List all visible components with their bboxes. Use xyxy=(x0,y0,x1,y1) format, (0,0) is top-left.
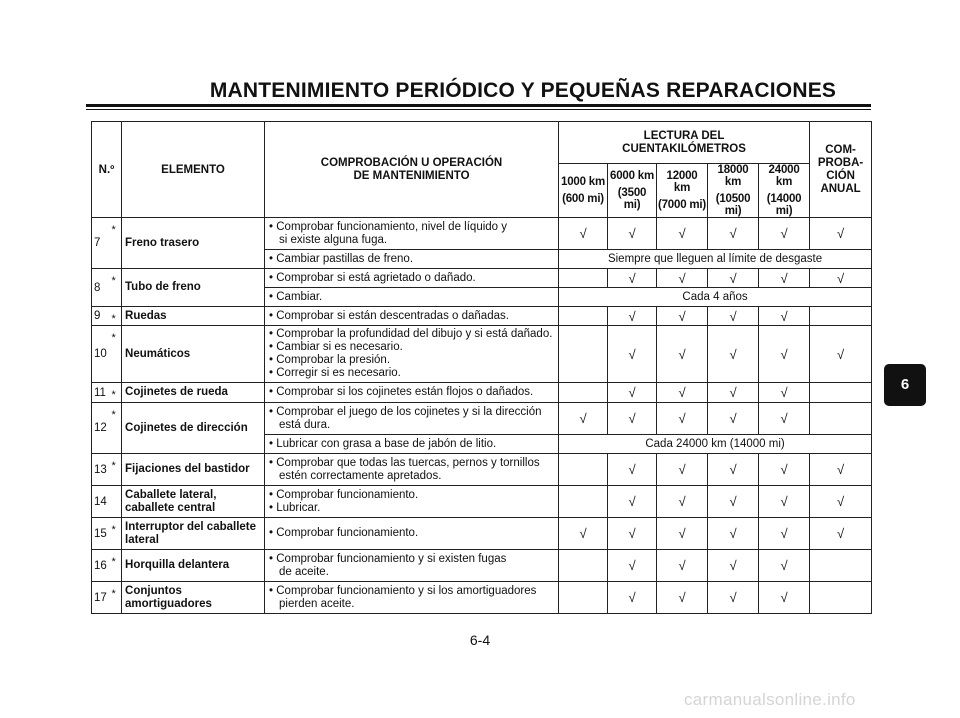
operation-line: pierden aceite. xyxy=(279,597,355,610)
operation-line: • Comprobar funcionamiento. xyxy=(269,488,419,501)
row-element-line: Neumáticos xyxy=(125,347,191,360)
table-row xyxy=(92,326,872,383)
row-operation xyxy=(265,454,559,486)
row-element-line: Fijaciones del bastidor xyxy=(125,463,250,475)
row-element xyxy=(122,518,265,550)
header-reading-line1: LECTURA DEL xyxy=(643,129,725,142)
row-star-marker: * xyxy=(112,454,122,486)
table-row xyxy=(92,582,872,614)
check-mark: √ xyxy=(678,346,686,362)
interval-check-cell xyxy=(657,383,708,403)
row-element-line: Interruptor del caballete xyxy=(125,520,257,533)
annual-check-cell xyxy=(810,326,872,383)
row-number: 12 xyxy=(92,403,112,454)
check-mark: √ xyxy=(678,462,686,477)
title-rule-thin xyxy=(86,109,871,110)
row-number: 10 xyxy=(92,326,112,383)
header-interval-1 xyxy=(608,164,657,218)
row-element-line: Conjuntos xyxy=(125,584,182,597)
check-mark: √ xyxy=(579,526,587,541)
row-element-line: Freno trasero xyxy=(125,236,200,249)
check-mark: √ xyxy=(729,385,737,400)
operation-line: • Cambiar. xyxy=(269,290,323,303)
check-mark: √ xyxy=(836,270,845,286)
interval-check-cell xyxy=(657,486,708,518)
row-element-line: Horquilla delantera xyxy=(125,559,230,571)
header-operation-line1: COMPROBACIÓN U OPERACIÓN xyxy=(320,156,503,169)
row-operation xyxy=(265,518,559,550)
title-rule-thick xyxy=(86,104,871,107)
header-interval-km: 24000 km xyxy=(768,164,800,188)
interval-check-cell xyxy=(708,383,759,403)
check-mark: √ xyxy=(628,270,636,286)
row-operation xyxy=(265,307,559,326)
annual-check-cell xyxy=(810,518,872,550)
header-operation xyxy=(265,122,559,218)
check-mark: √ xyxy=(729,270,737,286)
check-mark: √ xyxy=(780,494,788,509)
row-number: 17 xyxy=(92,582,112,614)
check-mark: √ xyxy=(628,526,636,541)
check-mark: √ xyxy=(628,308,636,324)
page-number: 6-4 xyxy=(469,632,491,648)
row-element xyxy=(122,403,265,454)
interval-check-cell xyxy=(608,486,657,518)
interval-check-cell xyxy=(559,383,608,403)
check-mark: √ xyxy=(836,526,845,541)
header-interval-mi: (14000 mi) xyxy=(766,193,802,217)
check-mark: √ xyxy=(628,462,636,477)
interval-check-cell xyxy=(708,550,759,582)
header-element: ELEMENTO xyxy=(122,122,265,218)
operation-line: • Comprobar funcionamiento. xyxy=(269,527,419,539)
header-annual-line1: COM- xyxy=(825,143,856,156)
operation-line: • Cambiar pastillas de freno. xyxy=(269,252,414,265)
annual-check-cell xyxy=(810,582,872,614)
interval-check-cell xyxy=(608,582,657,614)
interval-check-cell xyxy=(759,326,810,383)
table-body xyxy=(92,218,872,614)
check-mark: √ xyxy=(678,226,686,241)
interval-check-cell xyxy=(559,518,608,550)
check-mark: √ xyxy=(780,558,788,573)
check-mark: √ xyxy=(628,558,636,573)
chapter-tab-marker: 6 xyxy=(884,364,926,406)
interval-check-cell xyxy=(708,454,759,486)
interval-check-cell xyxy=(559,582,608,614)
row-operation xyxy=(265,326,559,383)
interval-check-cell xyxy=(759,307,810,326)
row-star-marker: * xyxy=(112,218,122,269)
interval-check-cell xyxy=(559,269,608,288)
table-row xyxy=(92,307,872,326)
operation-line: • Comprobar funcionamiento y si los amortiguadores xyxy=(269,584,537,597)
check-mark: √ xyxy=(678,411,686,426)
row-element xyxy=(122,486,265,518)
operation-line: • Comprobar el juego de los cojinetes y si la dirección xyxy=(269,405,542,418)
header-interval-3 xyxy=(708,164,759,218)
row-element xyxy=(122,218,265,269)
row-star-marker: * xyxy=(112,582,122,614)
row-star-marker: * xyxy=(112,307,122,326)
check-mark: √ xyxy=(836,494,845,509)
row-element-line: Cojinetes de rueda xyxy=(125,386,228,398)
interval-check-cell xyxy=(608,383,657,403)
row-operation xyxy=(265,403,559,435)
row-star-marker: * xyxy=(112,550,122,582)
header-num: N.º xyxy=(92,122,122,218)
table-row xyxy=(92,486,872,518)
row-element xyxy=(122,550,265,582)
interval-note: Siempre que lleguen al límite de desgaste xyxy=(559,250,872,269)
annual-check-cell xyxy=(810,403,872,435)
annual-check-cell xyxy=(810,454,872,486)
header-interval-km: 12000 km xyxy=(666,170,698,194)
header-annual-line4: ANUAL xyxy=(820,182,861,195)
check-mark: √ xyxy=(678,526,686,541)
interval-check-cell xyxy=(708,326,759,383)
row-operation xyxy=(265,218,559,250)
row-operation xyxy=(265,550,559,582)
annual-check-cell xyxy=(810,307,872,326)
check-mark: √ xyxy=(780,590,788,605)
header-annual xyxy=(810,122,872,218)
interval-check-cell xyxy=(759,454,810,486)
check-mark: √ xyxy=(678,590,686,605)
check-mark: √ xyxy=(780,462,788,477)
header-interval-mi: (7000 mi) xyxy=(657,199,707,211)
interval-check-cell xyxy=(657,326,708,383)
header-odometer xyxy=(559,122,810,164)
operation-line: está dura. xyxy=(279,418,331,431)
row-star-marker: * xyxy=(112,326,122,383)
check-mark: √ xyxy=(628,346,636,362)
row-number: 11 xyxy=(92,383,112,403)
interval-check-cell xyxy=(708,486,759,518)
interval-check-cell xyxy=(657,218,708,250)
interval-check-cell xyxy=(657,582,708,614)
annual-check-cell xyxy=(810,269,872,288)
check-mark: √ xyxy=(628,226,636,241)
row-star-marker: * xyxy=(112,403,122,454)
interval-check-cell xyxy=(657,307,708,326)
interval-check-cell xyxy=(559,403,608,435)
interval-check-cell xyxy=(657,550,708,582)
interval-check-cell xyxy=(708,582,759,614)
operation-line: • Comprobar si los cojinetes están flojos o dañados. xyxy=(269,386,534,398)
check-mark: √ xyxy=(729,346,737,362)
operation-line: • Comprobar la presión. xyxy=(269,354,391,366)
operation-line: de aceite. xyxy=(279,565,329,578)
row-number: 9 xyxy=(92,307,112,326)
check-mark: √ xyxy=(729,590,737,605)
row-element xyxy=(122,326,265,383)
check-mark: √ xyxy=(780,411,788,426)
interval-check-cell xyxy=(657,403,708,435)
annual-check-cell xyxy=(810,383,872,403)
interval-check-cell xyxy=(608,518,657,550)
check-mark: √ xyxy=(628,494,636,509)
check-mark: √ xyxy=(579,226,587,241)
operation-line: • Comprobar la profundidad del dibujo y si está dañado. xyxy=(269,328,553,340)
check-mark: √ xyxy=(780,526,788,541)
interval-check-cell xyxy=(559,454,608,486)
interval-check-cell xyxy=(708,218,759,250)
row-number: 16 xyxy=(92,550,112,582)
header-interval-2 xyxy=(657,164,708,218)
row-element xyxy=(122,307,265,326)
check-mark: √ xyxy=(678,270,686,286)
interval-check-cell xyxy=(608,218,657,250)
table-row xyxy=(92,218,872,250)
table-row xyxy=(92,383,872,403)
header-interval-mi: (3500 mi) xyxy=(617,187,647,211)
interval-check-cell xyxy=(759,269,810,288)
watermark: carmanualsonline.info xyxy=(684,690,856,709)
row-element-line: Cojinetes de dirección xyxy=(125,421,248,434)
header-operation-line2: DE MANTENIMIENTO xyxy=(353,169,470,182)
check-mark: √ xyxy=(780,385,788,400)
check-mark: √ xyxy=(729,494,737,509)
row-element xyxy=(122,269,265,307)
operation-line: si existe alguna fuga. xyxy=(279,233,388,246)
interval-check-cell xyxy=(559,326,608,383)
row-element xyxy=(122,383,265,403)
annual-check-cell xyxy=(810,486,872,518)
header-interval-km: 6000 km xyxy=(610,170,655,182)
check-mark: √ xyxy=(729,308,737,324)
operation-line: • Lubricar. xyxy=(269,501,321,514)
row-element-line: lateral xyxy=(125,533,159,546)
row-element-line: Caballete lateral, xyxy=(125,488,217,501)
header-reading-line2: CUENTAKILÓMETROS xyxy=(622,142,746,155)
check-mark: √ xyxy=(780,226,788,241)
check-mark: √ xyxy=(836,226,845,241)
interval-check-cell xyxy=(657,518,708,550)
check-mark: √ xyxy=(780,346,788,362)
header-interval-km: 1000 km xyxy=(561,176,606,188)
row-operation xyxy=(265,383,559,403)
row-operation xyxy=(265,486,559,518)
check-mark: √ xyxy=(729,411,737,426)
header-interval-mi: (10500 mi) xyxy=(715,193,751,217)
check-mark: √ xyxy=(836,462,845,477)
table-row xyxy=(92,403,872,435)
table-row xyxy=(92,518,872,550)
check-mark: √ xyxy=(628,590,636,605)
check-mark: √ xyxy=(678,308,686,324)
interval-check-cell xyxy=(759,550,810,582)
operation-line: • Comprobar si está agrietado o dañado. xyxy=(269,271,476,284)
interval-check-cell xyxy=(608,307,657,326)
row-operation xyxy=(265,250,559,269)
row-element-line: Tubo de freno xyxy=(125,281,201,293)
check-mark: √ xyxy=(780,308,788,324)
row-number: 15 xyxy=(92,518,112,550)
row-element xyxy=(122,582,265,614)
row-star-marker: * xyxy=(112,269,122,307)
row-operation xyxy=(265,288,559,307)
interval-check-cell xyxy=(759,582,810,614)
row-operation xyxy=(265,582,559,614)
interval-check-cell xyxy=(708,269,759,288)
operation-line: • Comprobar funcionamiento, nivel de líquido y xyxy=(269,220,508,233)
interval-check-cell xyxy=(708,518,759,550)
header-interval-0 xyxy=(559,164,608,218)
check-mark: √ xyxy=(729,526,737,541)
interval-check-cell xyxy=(608,550,657,582)
interval-check-cell xyxy=(708,307,759,326)
operation-line: estén correctamente apretados. xyxy=(279,469,442,482)
row-star-marker: * xyxy=(112,383,122,403)
table-row xyxy=(92,454,872,486)
interval-check-cell xyxy=(608,403,657,435)
interval-check-cell xyxy=(608,454,657,486)
check-mark: √ xyxy=(729,558,737,573)
interval-check-cell xyxy=(608,326,657,383)
row-operation xyxy=(265,269,559,288)
operation-line: • Comprobar funcionamiento y si existen fugas xyxy=(269,552,507,565)
interval-check-cell xyxy=(559,486,608,518)
interval-note: Cada 24000 km (14000 mi) xyxy=(559,435,872,454)
header-interval-4 xyxy=(759,164,810,218)
interval-check-cell xyxy=(759,486,810,518)
interval-check-cell xyxy=(559,307,608,326)
header-annual-line3: CIÓN xyxy=(826,169,855,182)
annual-check-cell xyxy=(810,550,872,582)
row-number: 8 xyxy=(92,269,112,307)
interval-check-cell xyxy=(559,218,608,250)
row-star-marker: * xyxy=(112,518,122,550)
check-mark: √ xyxy=(628,411,636,426)
row-element-line: Ruedas xyxy=(125,309,167,322)
row-element xyxy=(122,454,265,486)
operation-line: • Corregir si es necesario. xyxy=(269,367,401,379)
header-annual-line2: PROBA- xyxy=(817,156,864,169)
row-number: 7 xyxy=(92,218,112,269)
table-header xyxy=(92,122,872,218)
check-mark: √ xyxy=(729,462,737,477)
interval-check-cell xyxy=(608,269,657,288)
interval-check-cell xyxy=(759,383,810,403)
interval-note: Cada 4 años xyxy=(559,288,872,307)
operation-line: • Comprobar si están descentradas o dañadas. xyxy=(269,309,509,322)
interval-check-cell xyxy=(759,518,810,550)
row-star-marker xyxy=(112,486,122,518)
row-number: 13 xyxy=(92,454,112,486)
table-row xyxy=(92,269,872,288)
interval-check-cell xyxy=(759,403,810,435)
operation-line: • Cambiar si es necesario. xyxy=(269,341,403,353)
header-interval-km: 18000 km xyxy=(717,164,749,188)
row-element-line: caballete central xyxy=(125,501,216,514)
check-mark: √ xyxy=(579,411,587,426)
check-mark: √ xyxy=(678,494,686,509)
interval-check-cell xyxy=(559,550,608,582)
maintenance-table xyxy=(91,121,872,614)
check-mark: √ xyxy=(678,385,686,400)
operation-line: • Comprobar que todas las tuercas, pernos y tornillos xyxy=(269,456,540,469)
check-mark: √ xyxy=(729,226,737,241)
table-row xyxy=(92,550,872,582)
interval-check-cell xyxy=(657,454,708,486)
check-mark: √ xyxy=(628,385,636,400)
operation-line: • Lubricar con grasa a base de jabón de litio. xyxy=(269,437,497,450)
check-mark: √ xyxy=(780,270,788,286)
interval-check-cell xyxy=(708,403,759,435)
check-mark: √ xyxy=(836,346,845,362)
row-operation xyxy=(265,435,559,454)
row-number: 14 xyxy=(92,486,112,518)
annual-check-cell xyxy=(810,218,872,250)
check-mark: √ xyxy=(678,558,686,573)
page-title: MANTENIMIENTO PERIÓDICO Y PEQUEÑAS REPARACIONES xyxy=(209,79,837,102)
interval-check-cell xyxy=(759,218,810,250)
row-element-line: amortiguadores xyxy=(125,597,212,610)
header-interval-mi: (600 mi) xyxy=(562,193,604,205)
interval-check-cell xyxy=(657,269,708,288)
